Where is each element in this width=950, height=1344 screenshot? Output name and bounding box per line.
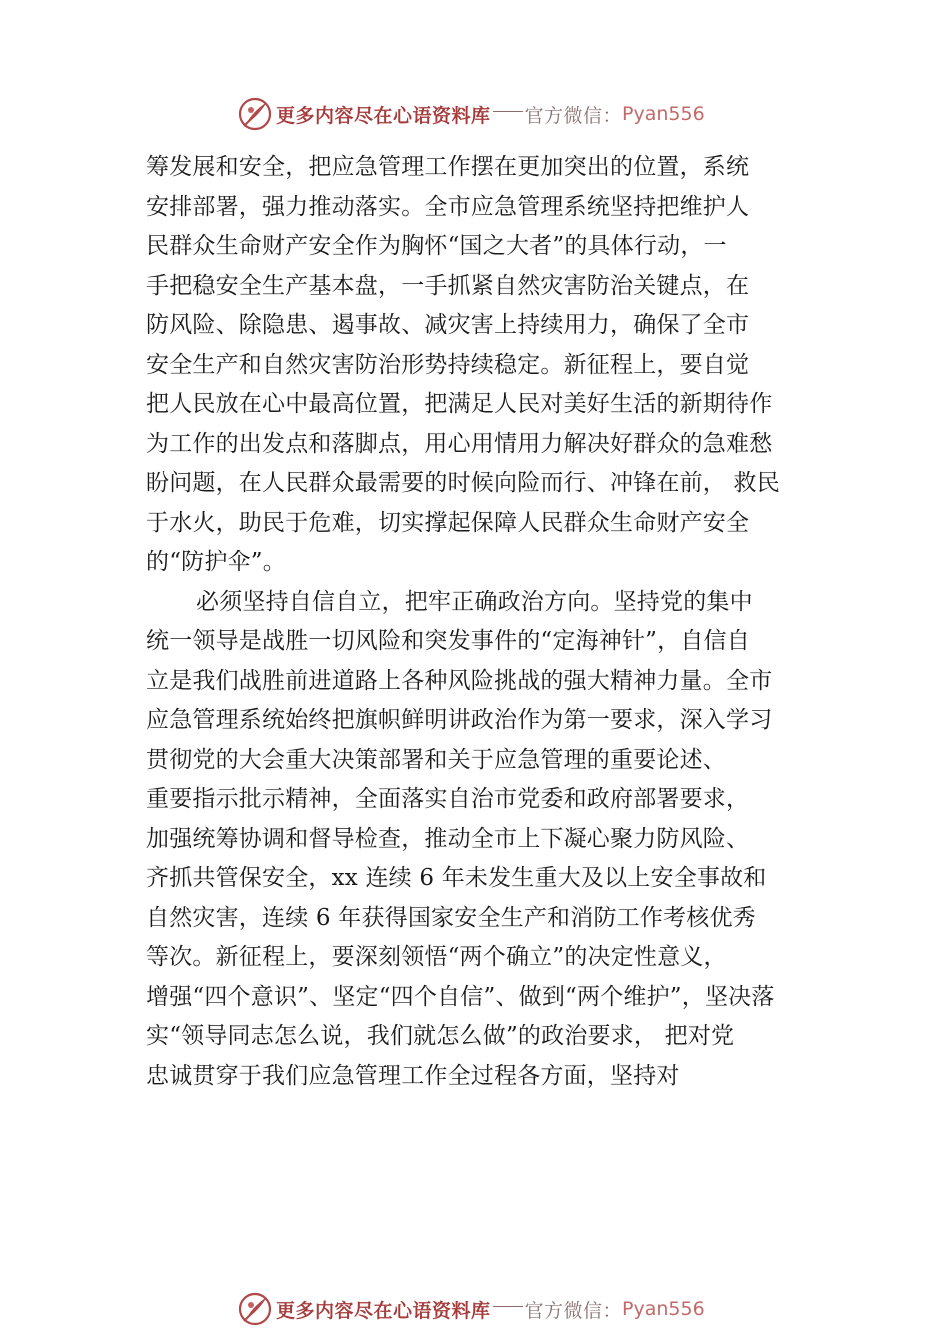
watermark-contact-label: 官方微信：: [524, 1299, 623, 1322]
text-line: 安全生产和自然灾害防治形势持续稳定。新征程上，要自觉: [146, 351, 750, 378]
text-line: 加强统筹协调和督导检查，推动全市上下凝心聚力防风险、: [146, 825, 750, 852]
quill-logo-icon: [238, 97, 272, 131]
text-line: 自然灾害，连续 6 年获得国家安全生产和消防工作考核优秀: [146, 904, 756, 931]
watermark-dash: [493, 111, 523, 112]
watermark-main-text: 更多内容尽在心语资料库: [276, 104, 491, 127]
watermark-dash: [493, 1306, 523, 1307]
document-body: [146, 148, 826, 1096]
text-line: 统一领导是战胜一切风险和突发事件的“定海神针”，自信自: [146, 628, 750, 654]
header-watermark: [238, 96, 705, 132]
watermark-main-text: 更多内容尽在心语资料库: [276, 1299, 491, 1322]
text-line: 必须坚持自信自立，把牢正确政治方向。坚持党的集中: [196, 588, 753, 615]
text-line: 立是我们战胜前进道路上各种风险挑战的强大精神力量。全市: [146, 667, 773, 694]
text-line: 盼问题，在人民群众最需要的时候向险而行、冲锋在前， 救民: [146, 470, 780, 496]
text-line: 的“防护伞”。: [146, 549, 286, 575]
text-line: 等次。新征程上，要深刻领悟“两个确立”的决定性意义，: [146, 944, 727, 970]
text-line: 于水火，助民于危难，切实撑起保障人民群众生命财产安全: [146, 509, 750, 536]
footer-watermark: [238, 1291, 705, 1327]
text-line: 安排部署，强力推动落实。全市应急管理系统坚持把维护人: [146, 193, 750, 220]
paragraph: [146, 148, 826, 583]
quill-logo-icon: [238, 1292, 272, 1326]
text-line: 增强“四个意识”、坚定“四个自信”、做到“两个维护”，坚决落: [146, 983, 775, 1010]
text-line: 把人民放在心中最高位置，把满足人民对美好生活的新期待作: [146, 391, 773, 417]
text-line: 齐抓共管保安全，xx 连续 6 年未发生重大及以上安全事故和: [146, 865, 767, 891]
text-line: 实“领导同志怎么说，我们就怎么做”的政治要求， 把对党: [146, 1023, 735, 1049]
paragraph: [146, 583, 826, 1097]
text-line: 应急管理系统始终把旗帜鲜明讲政治作为第一要求，深入学习: [146, 707, 773, 733]
text-line: 重要指示批示精神，全面落实自治市党委和政府部署要求，: [146, 786, 750, 812]
watermark-contact-id: Pyan556: [622, 1298, 705, 1320]
text-line: 筹发展和安全，把应急管理工作摆在更加突出的位置，系统: [146, 154, 750, 180]
watermark-contact-id: Pyan556: [622, 103, 705, 125]
watermark-contact-label: 官方微信：: [524, 104, 623, 127]
text-line: 为工作的出发点和落脚点，用心用情用力解决好群众的急难愁: [146, 430, 773, 457]
text-line: 民群众生命财产安全作为胸怀“国之大者”的具体行动，一: [146, 233, 727, 259]
text-line: 防风险、除隐患、遏事故、减灾害上持续用力，确保了全市: [146, 312, 750, 338]
text-line: 忠诚贯穿于我们应急管理工作全过程各方面，坚持对: [146, 1062, 680, 1089]
text-line: 贯彻党的大会重大决策部署和关于应急管理的重要论述、: [146, 746, 726, 773]
text-line: 手把稳安全生产基本盘，一手抓紧自然灾害防治关键点，在: [146, 272, 750, 299]
